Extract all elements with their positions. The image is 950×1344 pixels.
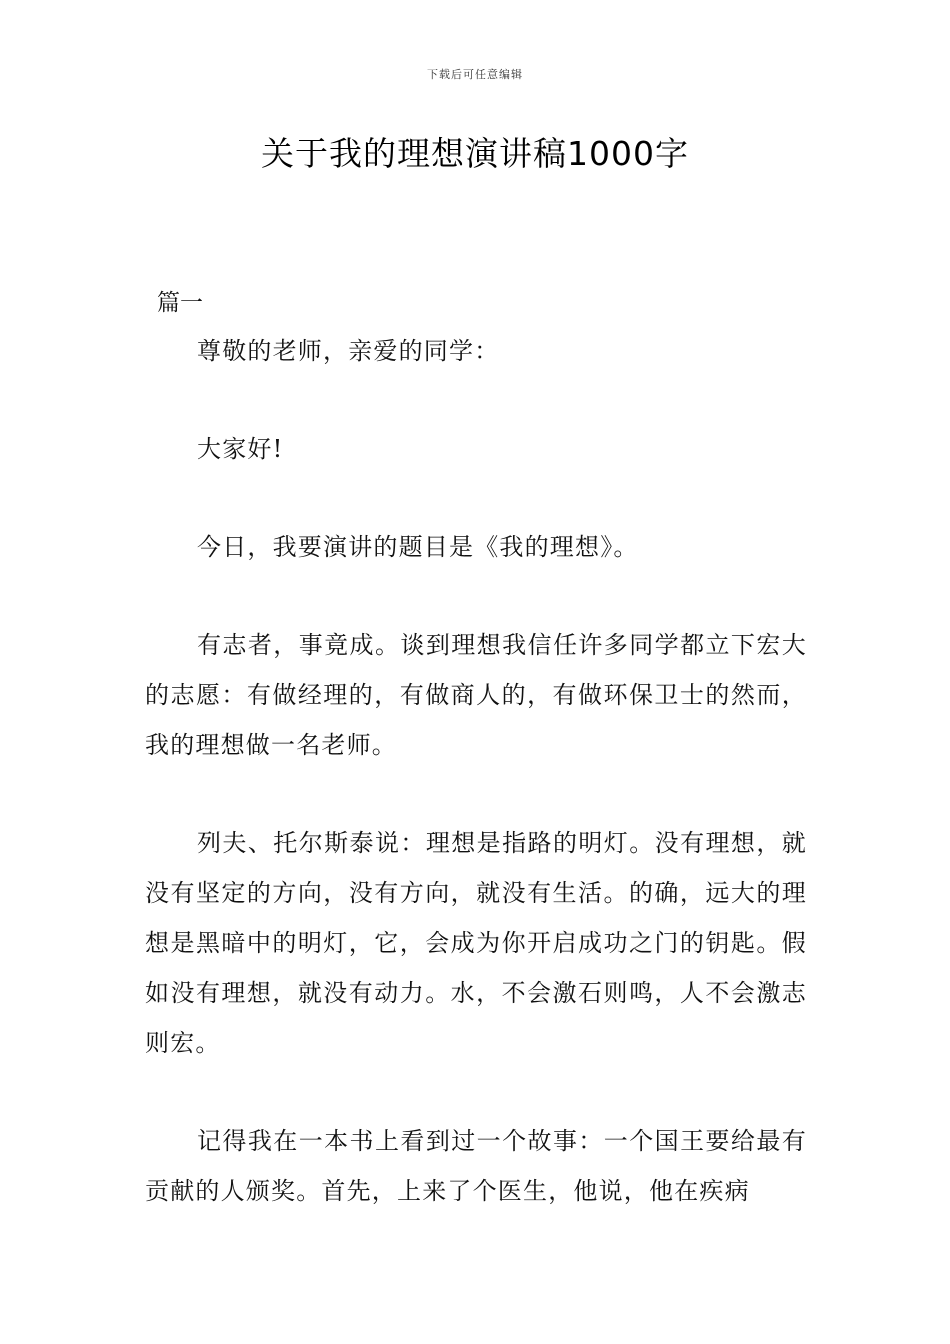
body-paragraph: 记得我在一本书上看到过一个故事：一个国王要给最有贡献的人颁奖。首先，上来了个医生，他说，他在疾病: [145, 1127, 807, 1205]
body-paragraph: 有志者，事竟成。谈到理想我信任许多同学都立下宏大的志愿：有做经理的，有做商人的，有做环保卫士的然而，我的理想做一名老师。: [145, 631, 807, 759]
greeting-paragraph: 大家好!: [197, 435, 284, 463]
topic-paragraph: 今日，我要演讲的题目是《我的理想》。: [197, 533, 639, 561]
salutation-paragraph: 尊敬的老师，亲爱的同学：: [197, 337, 500, 365]
document-body: [145, 326, 807, 1216]
header-note: 下载后可任意编辑: [427, 68, 523, 81]
body-paragraph: 列夫、托尔斯泰说：理想是指路的明灯。没有理想，就没有坚定的方向，没有方向，就没有生活。的确，远大的理想是黑暗中的明灯，它，会成为你开启成功之门的钥匙。假如没有理想，就没有动力。水，不会激石则鸣，人不会激志则宏。: [145, 829, 807, 1057]
section-label: 篇一: [157, 290, 203, 316]
document-title: 关于我的理想演讲稿1000字: [261, 134, 689, 173]
